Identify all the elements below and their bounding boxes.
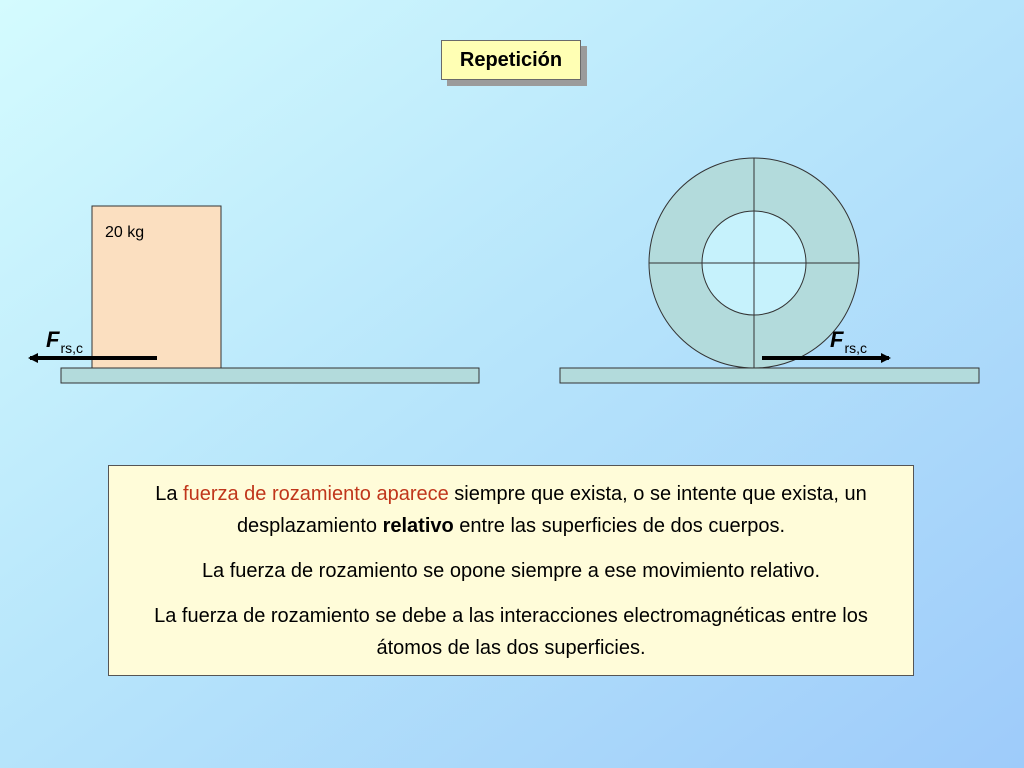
paragraph-2: La fuerza de rozamiento se opone siempre a ese movimiento relativo. xyxy=(201,560,821,582)
explanation-box xyxy=(108,465,914,676)
block-mass-label: 20 kg xyxy=(105,224,145,241)
left-surface xyxy=(61,368,479,383)
highlighted-term: fuerza de rozamiento aparece xyxy=(183,483,449,505)
force-symbol: F xyxy=(830,327,844,352)
force-symbol: F xyxy=(46,327,60,352)
left-force-label xyxy=(46,327,83,356)
right-force-label xyxy=(830,327,867,356)
right-surface xyxy=(560,368,979,383)
paragraph-3: La fuerza de rozamiento se debe a las interacciones electromagnéticas entre los átomos de las dos superficies. xyxy=(154,605,868,659)
slide-title: Repetición xyxy=(441,40,581,80)
paragraph-1: La fuerza de rozamiento aparece siempre que exista, o se intente que exista, un desplazamiento relativo entre las superficies de dos cuerpos. xyxy=(155,483,867,537)
bold-term: relativo xyxy=(382,515,454,537)
wheel xyxy=(649,158,859,368)
force-subscript: rs,c xyxy=(844,340,868,356)
force-subscript: rs,c xyxy=(60,340,84,356)
